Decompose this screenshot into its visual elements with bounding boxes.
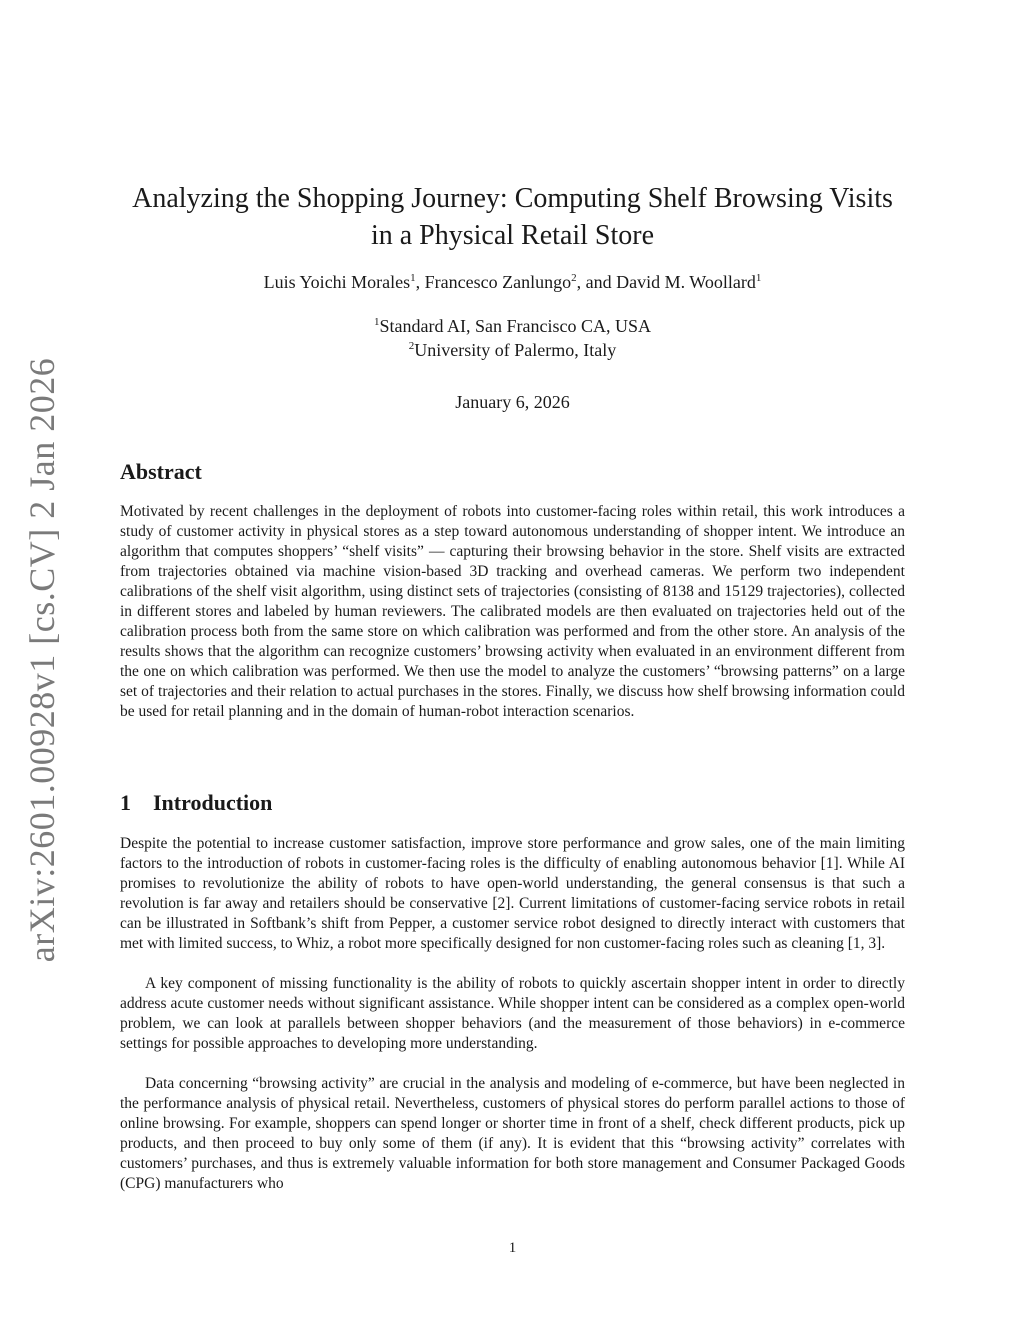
paper-title-line-2: in a Physical Retail Store (370, 220, 655, 251)
paper-title (120, 180, 905, 254)
affiliation-text: Standard AI, San Francisco CA, USA (379, 316, 651, 336)
introduction-paragraph-1: Despite the potential to increase customer satisfaction, improve store performance and grow sales, one of the main limiting factors to the introduction of robots in customer-facing roles is the difficulty of enabling autonomous behavior [1]. While AI promises to revolutionize the ability of robots to have open-world understanding, the general consensus is that such a revolution is far away and retailers should be conservative [2]. Current limitations of customer-facing service robots in retail can be illustrated in Softbank’s shift from Pepper, a customer service robot designed to directly interact with customers that met with limited success, to Whiz, a robot more specifically designed for non customer-facing roles such as cleaning [1, 3]. (120, 835, 905, 952)
author-separator: , (415, 272, 425, 292)
arxiv-sidebar (0, 0, 70, 1325)
introduction-heading (120, 790, 272, 816)
author-list (120, 272, 905, 293)
abstract-heading: Abstract (120, 459, 202, 484)
abstract-text: Motivated by recent challenges in the deployment of robots into customer-facing roles within retail, this work introduces a study of customer activity in physical stores as a step toward autonomous understanding of shopper intent. We introduce an algorithm that computes shoppers’ “shelf visits” — capturing their browsing behavior in the store. Shelf visits are extracted from trajectories obtained via machine vision-based 3D tracking and overhead cameras. We perform two independent calibrations of the shelf visit algorithm, using distinct sets of trajectories (consisting of 8138 and 15129 trajectories), collected in different stores and labeled by human reviewers. The calibrated models are then evaluated on trajectories held out of the calibration process both from the same store on which calibration was performed and from the other store. An analysis of the results shows that the algorithm can recognize customers’ browsing activity when evaluated in an environment different from the one on which calibration was performed. We then use the model to analyze the customers’ “browsing patterns” on a large set of trajectories and their relation to actual purchases in the stores. Finally, we discuss how shelf browsing information could be used for retail planning and in the domain of human-robot interaction scenarios. (120, 503, 905, 720)
introduction-paragraph-2: A key component of missing functionality is the ability of robots to quickly ascertain shopper intent in order to directly address acute customer needs without significant assistance. While shopper intent can be considered as a complex open-world problem, we can look at parallels between shopper behaviors (and the measurement of those behaviors) in e-commerce settings for possible approaches to developing more understanding. (120, 975, 905, 1052)
author-name: David M. Woollard (616, 272, 756, 292)
arxiv-identifier: arXiv:2601.00928v1 [cs.CV] 2 Jan 2026 (22, 357, 62, 963)
author-affiliation-mark: 1 (755, 272, 762, 284)
author-affiliation-mark: 1 (410, 272, 416, 284)
section-number: 1 (120, 790, 131, 815)
paper-title-line-1: Analyzing the Shopping Journey: Computing Shelf Browsing Visits (132, 183, 893, 214)
affiliation-item (120, 338, 905, 362)
introduction-paragraph-3: Data concerning “browsing activity” are crucial in the analysis and modeling of e-commerce, but have been neglected in the performance analysis of physical retail. Nevertheless, customers of physical stores do perform parallel actions to those of online browsing. For example, shoppers can spend longer or shorter time in front of a shelf, check different products, pick up products, and then proceed to buy only some of them (if any). It is evident that this “browsing activity” correlates with customers’ purchases, and thus is extremely valuable information for both store management and Consumer Packaged Goods (CPG) manufacturers who (120, 1075, 905, 1192)
affiliation-item (120, 314, 905, 338)
author-separator: , and (576, 272, 617, 292)
affiliation-mark: 1 (374, 316, 380, 328)
section-title: Introduction (153, 790, 273, 815)
page-number: 1 (508, 1240, 517, 1256)
author-name: Luis Yoichi Morales (263, 272, 411, 292)
affiliation-mark: 2 (408, 340, 415, 352)
author-affiliation-mark: 2 (571, 272, 577, 284)
author-name: Francesco Zanlungo (424, 272, 572, 292)
affiliation-list (120, 314, 905, 362)
paper-date: January 6, 2026 (455, 392, 570, 412)
affiliation-text: University of Palermo, Italy (414, 340, 617, 360)
